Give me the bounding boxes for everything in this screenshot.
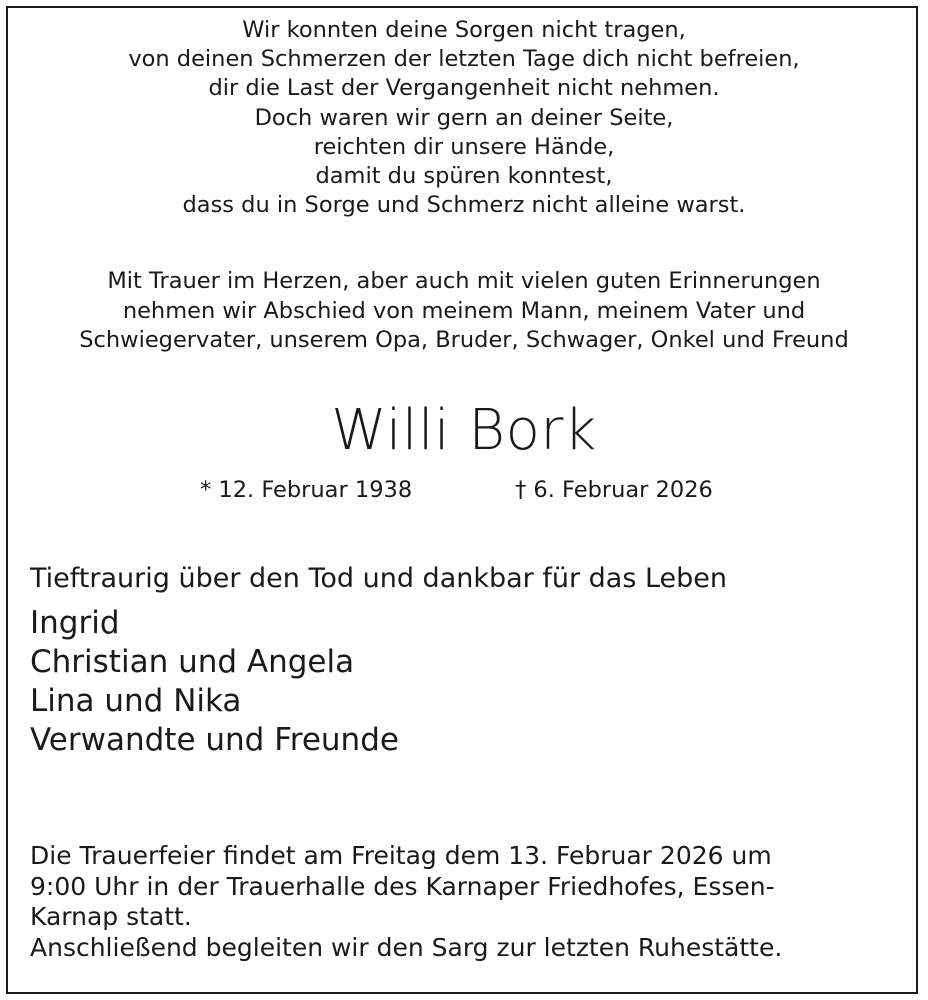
death-date: † 6. Februar 2026 [515, 477, 713, 503]
poem-line: von deinen Schmerzen der letzten Tage dich nicht befreien, [128, 46, 800, 73]
service-line: Karnap statt. [30, 902, 192, 931]
mourner-name: Ingrid [30, 605, 120, 641]
birth-date: * 12. Februar 1938 [200, 477, 413, 503]
mourning-statement: Tieftraurig über den Tod und dankbar für das Leben [30, 563, 728, 594]
poem-line: dir die Last der Vergangenheit nicht nehmen. [208, 75, 720, 102]
mourner-name: Lina und Nika [30, 683, 242, 719]
farewell-intro [0, 267, 928, 356]
intro-line: Schwiegervater, unserem Opa, Bruder, Schwager, Onkel und Freund [79, 327, 849, 353]
poem-line: dass du in Sorge und Schmerz nicht alleine warst. [182, 192, 746, 219]
mourner-name: Verwandte und Freunde [30, 722, 399, 758]
intro-line: nehmen wir Abschied von meinem Mann, meinem Vater und [122, 297, 806, 324]
mourners-list [30, 604, 399, 760]
intro-line: Mit Trauer im Herzen, aber auch mit vielen guten Erinnerungen [107, 268, 821, 294]
service-info [30, 841, 782, 963]
poem-line: reichten dir unsere Hände, [313, 133, 615, 160]
service-line: Die Trauerfeier findet am Freitag dem 13. Februar 2026 um [30, 841, 772, 870]
service-line: 9:00 Uhr in der Trauerhalle des Karnaper Friedhofes, Essen- [30, 871, 775, 901]
poem [0, 16, 928, 220]
service-line: Anschließend begleiten wir den Sarg zur letzten Ruhestätte. [30, 932, 783, 962]
poem-line: Wir konnten deine Sorgen nicht tragen, [242, 17, 686, 43]
poem-line: Doch waren wir gern an deiner Seite, [254, 104, 674, 131]
poem-line: damit du spüren konntest, [315, 163, 613, 190]
mourner-name: Christian und Angela [30, 644, 355, 680]
deceased-name: Willi Bork [331, 398, 597, 463]
